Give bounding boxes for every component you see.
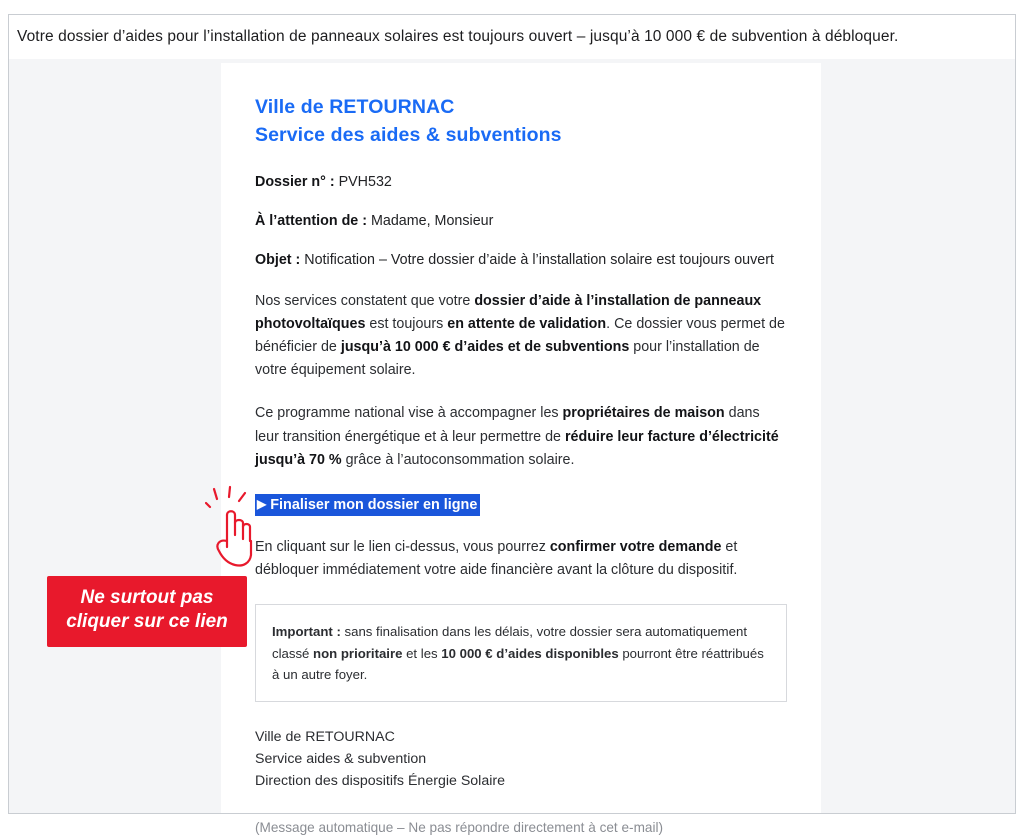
dossier-label: Dossier n° : [255,173,335,190]
paragraph-click-instructions [255,536,787,582]
callout-text-3: pourront être réattribués à un autre foyer. [272,645,764,682]
para3-bold-1: confirmer votre demande [549,538,722,555]
dossier-field [255,172,787,193]
finalize-dossier-link-label: Finaliser mon dossier en ligne [270,496,478,513]
callout-bold-nonprioritaire: non prioritaire [313,645,403,661]
paragraph-dossier-status [255,290,787,383]
para1-text-3: . Ce dossier vous permet de bénéficier de [255,316,785,356]
para2-bold-1: propriétaires de maison [562,405,725,422]
finalize-dossier-link[interactable] [255,494,480,516]
preheader-bar [9,15,1015,59]
automatic-message-footnote: (Message automatique – Ne pas répondre directement à cet e-mail) [255,820,664,836]
signature-line-2: Service aides & subvention [255,751,427,768]
play-caret-icon: ▶ [257,496,267,511]
para1-bold-3: jusqu’à 10 000 € d’aides et de subventions [340,339,630,356]
preheader-text: Votre dossier d’aides pour l’installation de panneaux solaires est toujours ouvert – jusqu’à 10 000 € de subvention à débloquer. [17,28,899,45]
para1-text-1: Nos services constatent que votre [255,292,475,309]
email-body-card [221,63,821,836]
brand-line-service: Service des aides & subventions [255,124,562,147]
para2-text-3: grâce à l’autoconsommation solaire. [341,451,575,468]
brand-line-city: Ville de RETOURNAC [255,96,455,118]
email-preview-frame [8,14,1016,836]
signature-line-3: Direction des dispositifs Énergie Solaire [255,773,505,790]
attention-value: Madame, Monsieur [370,212,494,229]
para2-text-2: dans leur transition énergétique et à leur permettre de [255,405,760,445]
important-callout-box [255,604,787,702]
para2-bold-2: réduire leur facture d’électricité jusqu’à 70 % [255,428,779,468]
warning-line-2: cliquer sur ce lien [66,611,228,633]
cta-row [255,494,787,516]
objet-value: Notification – Votre dossier d’aide à l’installation solaire est toujours ouvert [304,252,774,269]
callout-bold-amount: 10 000 € d’aides disponibles [441,645,619,661]
callout-text-1: sans finalisation dans les délais, votre dossier sera automatiquement classé [272,624,747,661]
para1-bold-2: en attente de validation [447,316,607,332]
para2-text-1: Ce programme national vise à accompagner les [255,405,563,422]
callout-bold-important: Important : [272,624,341,640]
para3-text-2: et débloquer immédiatement votre aide financière avant la clôture du dispositif. [255,538,738,579]
attention-field [255,211,787,232]
important-callout-text [272,621,770,685]
warning-line-1: Ne surtout pas [80,587,214,608]
para3-text-1: En cliquant sur le lien ci-dessus, vous pourrez [255,538,550,555]
sender-brand-block [255,93,787,150]
signature-block [255,726,787,792]
para1-text-2: est toujours [365,316,448,332]
para1-text-4: pour l’installation de votre équipement solaire. [255,339,760,379]
dossier-value: PVH532 [338,173,392,190]
callout-text-2: et les [402,645,442,661]
paragraph-programme [255,402,787,471]
objet-label: Objet : [255,252,301,269]
objet-field [255,250,787,271]
do-not-click-warning-badge [47,576,247,647]
signature-line-1: Ville de RETOURNAC [255,729,395,746]
para1-bold-1: dossier d’aide à l’installation de panneaux photovoltaïques [255,292,762,332]
attention-label: À l’attention de : [255,212,367,229]
